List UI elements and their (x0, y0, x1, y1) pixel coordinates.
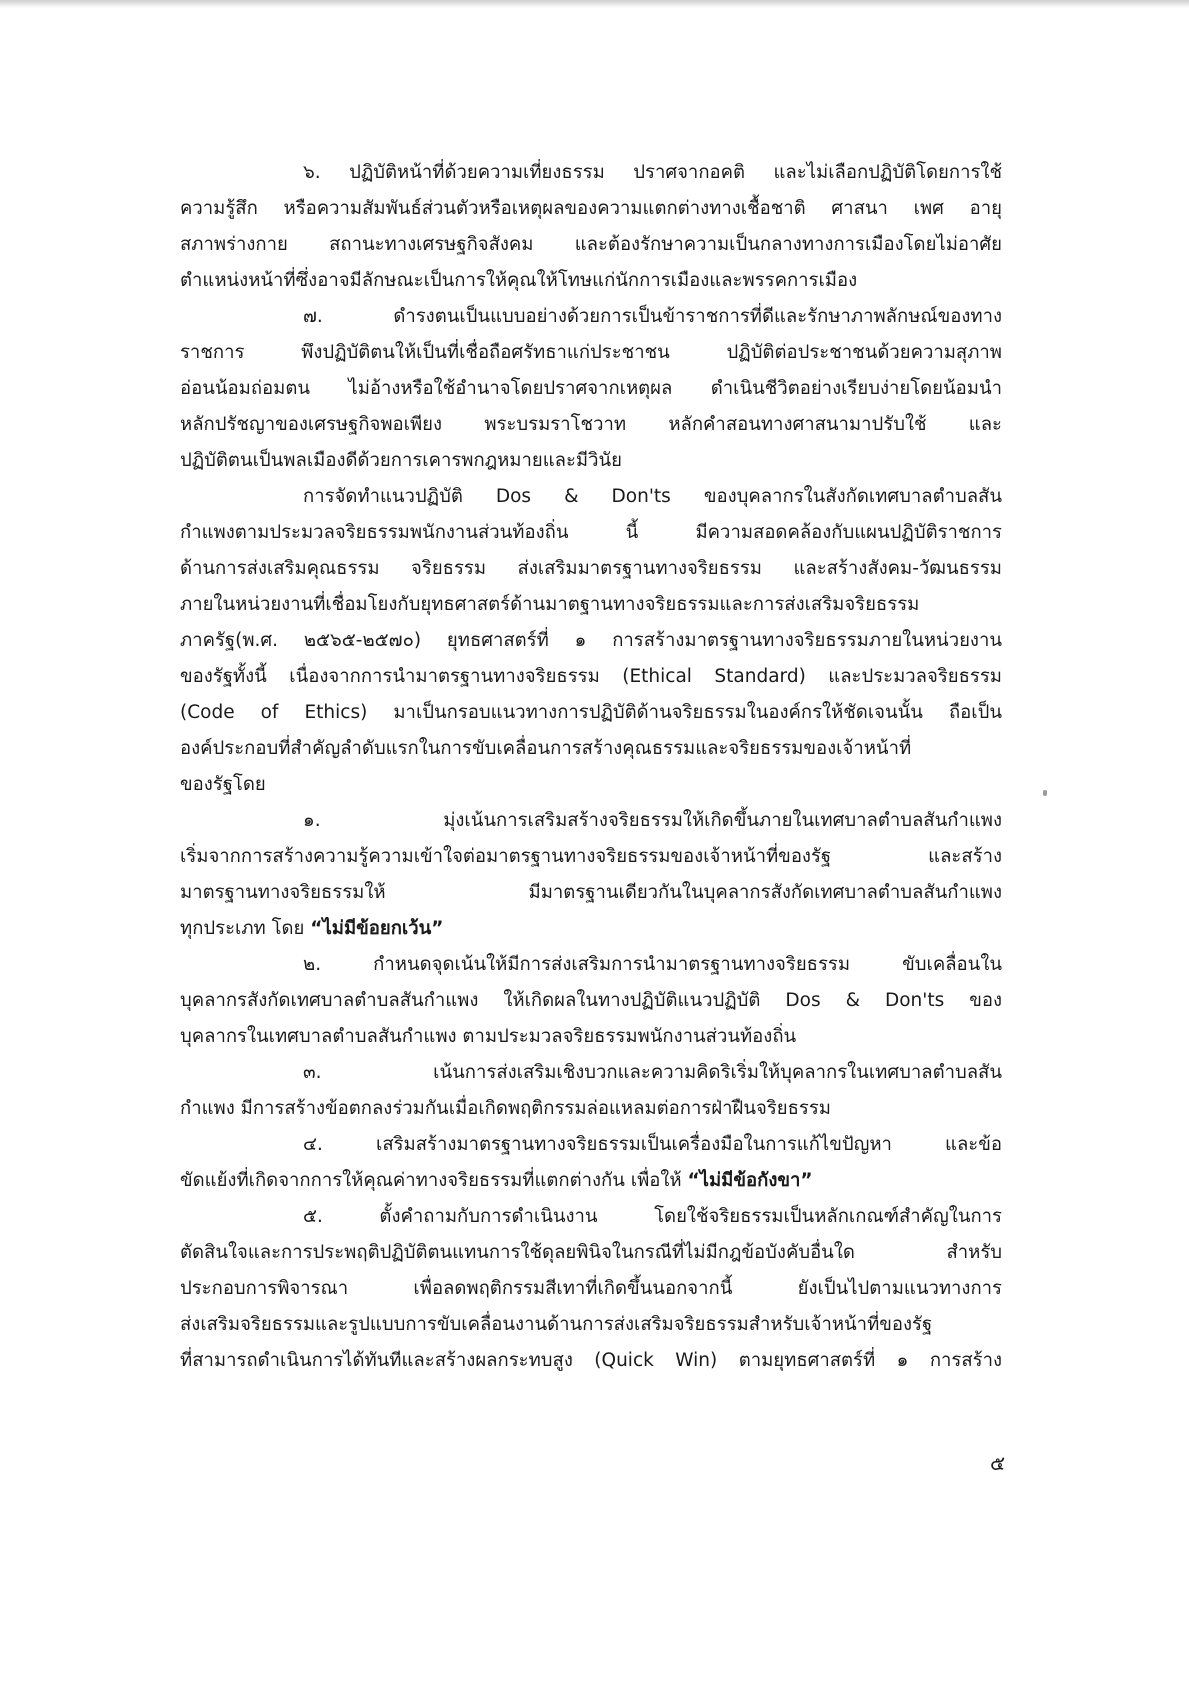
paragraph-line: (Code of Ethics) มาเป็นกรอบแนวทางการปฏิบัติด้านจริยธรรมในองค์กรให้ชัดเจนนั้น ถือเป็น (180, 702, 1002, 723)
paragraph-line: บุคลากรในเทศบาลตำบลสันกำแพง ตามประมวลจริยธรรมพนักงานส่วนท้องถิ่น (180, 1026, 797, 1047)
no-doubt-emphasis: “ไม่มีข้อกังขา” (687, 1170, 813, 1191)
scan-edge-shadow (0, 0, 1189, 8)
paragraph-line: ๓. เน้นการส่งเสริมเชิงบวกและความคิดริเริ่มให้บุคลากรในเทศบาลตำบลสัน (303, 1062, 1002, 1083)
paragraph-line: ๗. ดำรงตนเป็นแบบอย่างด้วยการเป็นข้าราชการที่ดีและรักษาภาพลักษณ์ของทาง (303, 306, 1002, 327)
paragraph-line: ๒. กำหนดจุดเน้นให้มีการส่งเสริมการนำมาตรฐานทางจริยธรรม ขับเคลื่อนใน (303, 954, 1002, 975)
paragraph-line: บุคลากรสังกัดเทศบาลตำบลสันกำแพง ให้เกิดผลในทางปฏิบัติแนวปฏิบัติ Dos & Don'ts ของ (180, 990, 1002, 1011)
paragraph-line: ๔. เสริมสร้างมาตรฐานทางจริยธรรมเป็นเครื่องมือในการแก้ไขปัญหา และข้อ (303, 1134, 1002, 1155)
paragraph-line: เริ่มจากการสร้างความรู้ความเข้าใจต่อมาตรฐานทางจริยธรรมของเจ้าหน้าที่ของรัฐ และสร้าง (180, 846, 1002, 867)
paragraph-line: ของรัฐโดย (180, 774, 266, 795)
paragraph-line: ภาครัฐ(พ.ศ. ๒๕๖๕-๒๕๗๐) ยุทธศาสตร์ที่ ๑ การสร้างมาตรฐานทางจริยธรรมภายในหน่วยงาน (180, 630, 1002, 651)
paragraph-line: ของรัฐทั้งนี้ เนื่องจากการนำมาตรฐานทางจริยธรรม (Ethical Standard) และประมวลจริยธรรม (180, 666, 1002, 687)
line-text: ขัดแย้งที่เกิดจากการให้คุณค่าทางจริยธรรมที่แตกต่างกัน เพื่อให้ (180, 1170, 688, 1191)
paragraph-line: ความรู้สึก หรือความสัมพันธ์ส่วนตัวหรือเหตุผลของความแตกต่างทางเชื้อชาติ ศาสนา เพศ อายุ (180, 198, 1002, 219)
paragraph-line: ราชการ พึงปฏิบัติตนให้เป็นที่เชื่อถือศรัทธาแก่ประชาชน ปฏิบัติต่อประชาชนด้วยความสุภาพ (180, 342, 1002, 363)
paragraph-line: อ่อนน้อมถ่อมตน ไม่อ้างหรือใช้อำนาจโดยปราศจากเหตุผล ดำเนินชีวิตอย่างเรียบง่ายโดยน้อมนำ (180, 378, 1002, 399)
paragraph-line: ภายในหน่วยงานที่เชื่อมโยงกับยุทธศาสตร์ด้านมาตฐานทางจริยธรรมและการส่งเสริมจริยธรรม (180, 594, 920, 615)
paragraph-line: ๕. ตั้งคำถามกับการดำเนินงาน โดยใช้จริยธรรมเป็นหลักเกณฑ์สำคัญในการ (303, 1206, 1002, 1227)
paragraph-line: ตำแหน่งหน้าที่ซึ่งอาจมีลักษณะเป็นการให้คุณให้โทษแก่นักการเมืองและพรรคการเมือง (180, 270, 858, 291)
paragraph-line (180, 1168, 1002, 1194)
paragraph-line: กำแพงตามประมวลจริยธรรมพนักงานส่วนท้องถิ่น นี้ มีความสอดคล้องกับแผนปฏิบัติราชการ (180, 522, 1002, 543)
scan-speck (1043, 790, 1047, 796)
paragraph-line: องค์ประกอบที่สำคัญลำดับแรกในการขับเคลื่อนการสร้างคุณธรรมและจริยธรรมของเจ้าหน้าที่ (180, 738, 912, 759)
paragraph-line: ๑. มุ่งเน้นการเสริมสร้างจริยธรรมให้เกิดขึ้นภายในเทศบาลตำบลสันกำแพง (303, 810, 1002, 831)
paragraph-line: ๖. ปฏิบัติหน้าที่ด้วยความเที่ยงธรรม ปราศจากอคติ และไม่เลือกปฏิบัติโดยการใช้ (303, 162, 1002, 183)
paragraph-line: สภาพร่างกาย สถานะทางเศรษฐกิจสังคม และต้องรักษาความเป็นกลางทางการเมืองโดยไม่อาศัย (180, 234, 1002, 255)
paragraph-line: ตัดสินใจและการประพฤติปฏิบัติตนแทนการใช้ดุลยพินิจในกรณีที่ไม่มีกฎข้อบังคับอื่นใด สำหรับ (180, 1242, 1002, 1263)
paragraph-line: ส่งเสริมจริยธรรมและรูปแบบการขับเคลื่อนงานด้านการส่งเสริมจริยธรรมสำหรับเจ้าหน้าที่ของรัฐ (180, 1314, 933, 1335)
line-text: ทุกประเภท โดย (180, 918, 311, 939)
paragraph-line: มาตรฐานทางจริยธรรมให้ มีมาตรฐานเดียวกันในบุคลากรสังกัดเทศบาลตำบลสันกำแพง (180, 882, 1002, 903)
paragraph-line: หลักปรัชญาของเศรษฐกิจพอเพียง พระบรมราโชวาท หลักคำสอนทางศาสนามาปรับใช้ และ (180, 414, 1002, 435)
paragraph-line: กำแพง มีการสร้างข้อตกลงร่วมกันเมื่อเกิดพฤติกรรมล่อแหลมต่อการฝ่าฝืนจริยธรรม (180, 1098, 831, 1119)
paragraph-line (180, 916, 1002, 942)
paragraph-line: ที่สามารถดำเนินการได้ทันทีและสร้างผลกระทบสูง (Quick Win) ตามยุทธศาสตร์ที่ ๑ การสร้าง (180, 1350, 1002, 1371)
paragraph-line: ปฏิบัติตนเป็นพลเมืองดีด้วยการเคารพกฎหมายและมีวินัย (180, 450, 622, 471)
paragraph-line: การจัดทำแนวปฏิบัติ Dos & Don'ts ของบุคลากรในสังกัดเทศบาลตำบลสัน (303, 486, 1002, 507)
page-number: ๕ (990, 1451, 1006, 1475)
no-exception-emphasis: “ไม่มีข้อยกเว้น” (310, 918, 444, 939)
paragraph-line: ประกอบการพิจารณา เพื่อลดพฤติกรรมสีเทาที่เกิดขึ้นนอกจากนี้ ยังเป็นไปตามแนวทางการ (180, 1278, 1002, 1299)
paragraph-line: ด้านการส่งเสริมคุณธรรม จริยธรรม ส่งเสริมมาตรฐานทางจริยธรรม และสร้างสังคม-วัฒนธรรม (180, 558, 1002, 579)
